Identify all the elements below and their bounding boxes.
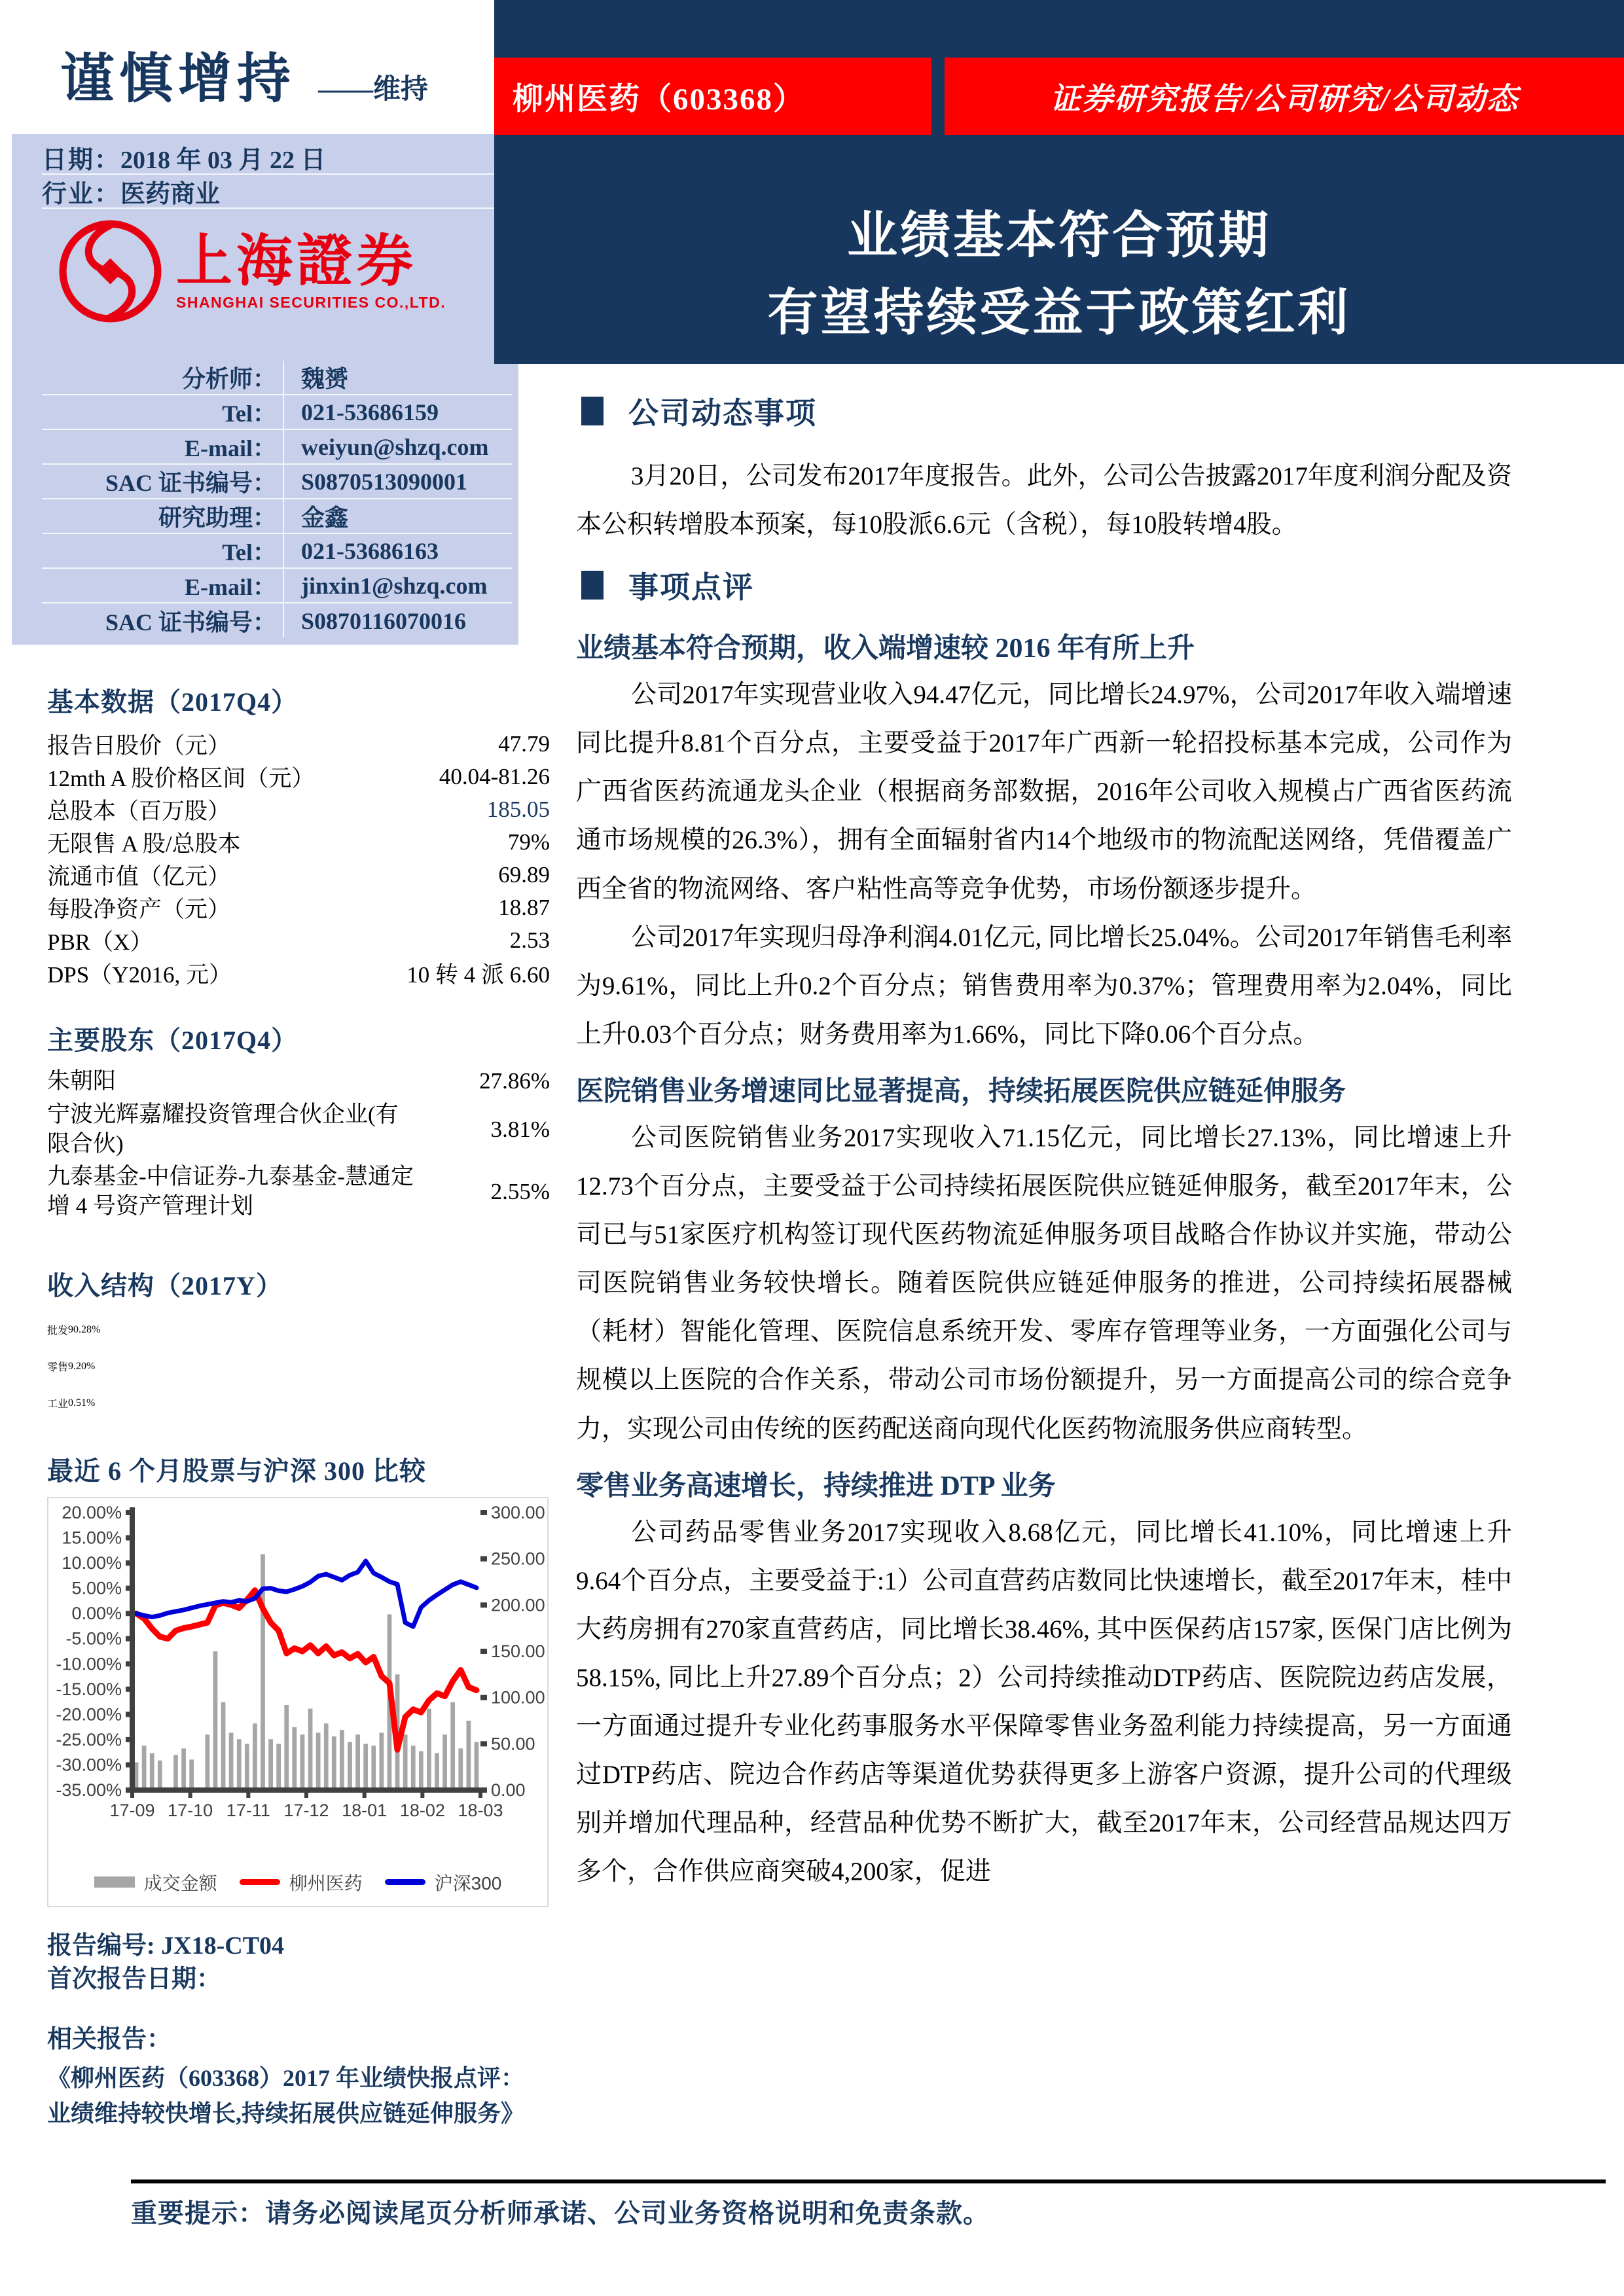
axis-tick-label: -5.00% [65,1628,122,1649]
volume-bar [150,1753,154,1790]
paragraph: 公司2017年实现营业收入94.47亿元，同比增长24.97%，公司2017年收入端增速同比提升8.81个百分点，主要受益于2017年广西新一轮招投标基本完成，公司作为广西省医药流通龙头企业（根据商务部数据，2016年公司收入规模占广西省医药流通市场规模的26.3%），拥有全面辐射省内14个地级市的物流配送网络，凭借覆盖广西全省的物流网络、客户粘性高等竞争优势，市场份额逐步提升。 [576,681,1512,903]
volume-bar [316,1732,321,1790]
contact-value: 021-53686159 [301,399,439,425]
subsection-heading: 业绩基本符合预期，收入端增速较 2016 年有所上升 [576,634,1195,664]
volume-bar [403,1734,408,1790]
table-row: 工业 0.51% [47,1397,96,1410]
volume-bar [158,1761,162,1790]
volume-bar [300,1734,305,1790]
contact-value: S0870116070016 [301,607,467,634]
subsection-heading: 医院销售业务增速同比显著提高，持续拓展医院供应链延伸服务 [576,1076,1346,1107]
volume-bar [221,1702,226,1790]
volume-bar [268,1739,273,1790]
table-row: 报告日股价（元） 47.79 [47,731,550,759]
axis-tick-label: 100.00 [491,1687,545,1708]
date-label: 日期： [42,146,121,174]
axis-tick-label: 250.00 [491,1549,545,1569]
axis-tick-label: -25.00% [56,1729,122,1749]
shareholders-table [47,1065,550,1223]
volume-bar [435,1753,439,1790]
tick-mark [480,1510,487,1515]
contact-row [42,499,512,534]
contact-row [42,603,512,638]
red-band [494,58,1624,135]
volume-bar [340,1730,344,1790]
volume-bar [284,1705,289,1790]
volume-bar [245,1744,249,1790]
tick-mark [480,1602,487,1607]
basic-data-heading: 基本数据（2017Q4） [47,687,298,717]
x-axis [109,1790,503,1820]
rating-status: ——维持 [318,75,429,105]
volume-bar [253,1723,257,1790]
contact-row [42,534,512,569]
table-row: 宁波光辉嘉耀投资管理合伙企业(有限合伙) 3.81% [47,1101,550,1157]
volume-bar [363,1744,368,1790]
paragraph: 公司药品零售业务2017实现收入8.68亿元，同比增长41.10%，同比增速上升9.64个百分点，主要受益于:1）公司直营药店数同比快速增长，截至2017年末，桂中大药房拥有270家直营药店，同比增长38.46%, 其中医保药店157家, 医保门店比例为58.15%, 同比上升27.89个百分点；2）公司持续推动DTP药店、医院院边药店发展，一方面通过提升专业化药事服务水平保障零售业务盈利能力持续提高，另一方面通过DTP药店、院边合作药店等渠道优势获得更多上游客户资源，提升公司的代理级别并增加代理品种，经营品种优势不断扩大，截至2017年末，公司经营品规达四万多个，合作供应商突破4,200家，促进 [576,1518,1512,1886]
axis-tick-label: 10.00% [62,1553,122,1573]
bar-swatch-icon [94,1876,135,1888]
volume-bar [332,1736,336,1790]
axis-tick-label: 0.00 [491,1780,526,1800]
tick-mark [480,1556,487,1562]
left-sidebar [0,645,558,2131]
axis-tick-label: 200.00 [491,1595,545,1615]
volume-bar [173,1755,178,1790]
industry-label: 行业： [42,180,121,208]
related-reports-heading: 相关报告： [47,2025,172,2053]
legend-liuzhou: 柳州医药 [240,1869,363,1895]
table-row: PBR（X） 2.53 [47,927,550,955]
contact-label: 研究助理： [42,499,284,533]
axis-tick-label: 18-03 [458,1800,503,1820]
report-title-line1: 业绩基本符合预期 [847,207,1271,264]
legend-volume: 成交金额 [94,1869,217,1895]
revenue-structure-table [47,1312,550,1422]
basic-data-table [47,728,550,990]
contact-label: 分析师： [42,361,284,394]
volume-bar [450,1702,455,1790]
contact-value: S0870513090001 [301,468,468,495]
shanghai-securities-emblem-icon [56,217,164,325]
revenue-structure-heading: 收入结构（2017Y） [47,1270,283,1300]
report-type: 证券研究报告/公司研究/公司动态 [1049,82,1519,117]
section-company-news [581,389,1512,433]
axis-tick-label: 17-10 [168,1800,213,1820]
rating-grade: 谨慎增持 [60,49,297,109]
logo-chinese-name: 上海證券 [176,230,417,293]
contact-label: SAC 证书编号： [42,465,284,498]
tick-mark [480,1741,487,1746]
liuzhou-line [136,1590,477,1750]
volume-bar [371,1746,376,1790]
tick-mark [480,1649,487,1654]
analyst-contact-table [42,361,512,638]
axis-tick-label: -30.00% [56,1755,122,1775]
contact-value: 魏赟 [301,366,349,392]
axis-tick-label: 17-12 [283,1800,329,1820]
axis-tick-label: 18-01 [342,1800,388,1820]
volume-bar [292,1727,297,1790]
axis-tick-label: 50.00 [491,1734,535,1754]
contact-row [42,430,512,465]
chart-legend [48,1869,547,1906]
contact-row [42,465,512,499]
contact-row [42,361,512,395]
volume-bar [442,1734,447,1790]
header-banner [494,0,1624,364]
volume-bar [142,1746,147,1790]
info-panel [12,134,518,645]
axis-tick-label: 5.00% [71,1578,122,1598]
logo-english-name: SHANGHAI SECURITIES CO.,LTD. [176,293,446,311]
footer [131,2179,1606,2230]
volume-bar [355,1734,360,1790]
table-row: 无限售 A 股/总股本 79% [47,829,550,857]
axis-tick-label: -15.00% [56,1679,122,1699]
red-line-swatch-icon [240,1879,280,1885]
square-bullet-icon [581,397,604,425]
stock-name-cell [494,58,931,135]
volume-bar [475,1742,479,1789]
blue-line-swatch-icon [385,1879,425,1885]
volume-bar [213,1651,218,1790]
axis-tick-label: -20.00% [56,1704,122,1725]
paragraph: 公司2017年实现归母净利润4.01亿元, 同比增长25.04%。公司2017年销售毛利率为9.61%，同比上升0.2个百分点；销售费用率为0.37%；管理费用率为2.04%，同比上升0.03个百分点；财务费用率为1.66%，同比下降0.06个百分点。 [576,923,1512,1049]
table-row: DPS（Y2016, 元） 10 转 4 派 6.60 [47,962,550,988]
industry-row [42,175,512,209]
report-date-row [42,141,512,175]
table-row: 零售 9.20% [47,1360,96,1374]
volume-bar [458,1748,463,1790]
subsection-heading: 零售业务高速增长，持续推进 DTP 业务 [576,1471,1056,1501]
volume-bar [308,1709,313,1790]
axis-tick-label: -10.00% [56,1654,122,1674]
volume-bar [189,1759,194,1790]
contact-label: Tel： [42,534,284,567]
volume-bars [134,1554,479,1790]
shareholders-heading: 主要股东（2017Q4） [47,1026,298,1055]
contact-label: Tel： [42,395,284,429]
volume-bar [411,1746,416,1790]
volume-bar [237,1739,242,1790]
table-row: 12mth A 股价格区间（元） 40.04-81.26 [47,764,550,791]
volume-bar [348,1742,352,1789]
volume-bar [419,1751,424,1790]
stock-comparison-chart [47,1497,549,1907]
price-comparison-chart-canvas [48,1502,547,1869]
axis-tick-label: 17-09 [109,1800,155,1820]
legend-csi300: 沪深300 [385,1869,502,1895]
report-body [576,383,1512,1896]
tick-mark [480,1695,487,1700]
volume-bar [181,1748,186,1790]
report-meta [47,1929,550,2131]
contact-value: jinxin1@shzq.com [301,572,488,599]
contact-label: E-mail： [42,430,284,463]
table-row: 朱朝阳 27.86% [47,1068,550,1094]
chart-heading: 最近 6 个月股票与沪深 300 比较 [47,1456,426,1486]
contact-row [42,569,512,603]
table-row: 流通市值（亿元） 69.89 [47,862,550,889]
square-bullet-icon [581,571,604,600]
volume-bar [324,1723,329,1790]
section-title: 事项点评 [628,571,754,605]
report-type-cell [945,58,1624,135]
industry-value: 医药商业 [120,180,221,208]
contact-label: SAC 证书编号： [42,604,284,637]
table-row: 九泰基金-中信证券-九泰基金-慧通定增 4 号资产管理计划 2.55% [47,1164,550,1219]
report-title-line2: 有望持续受益于政策红利 [767,285,1351,341]
volume-bar [466,1721,471,1790]
axis-tick-label: 0.00% [71,1604,122,1624]
contact-value: 金鑫 [301,505,349,531]
company-logo [42,209,512,332]
related-report-item: 《柳州医药（603368）2017 年业绩快报点评：业绩维持较快增长,持续拓展供应链延伸服务》 [47,2064,525,2126]
volume-bar [205,1734,209,1790]
left-axis [56,1503,132,1800]
table-row: 批发 90.28% [47,1323,101,1337]
paragraph: 3月20日，公司发布2017年度报告。此外，公司公告披露2017年度利润分配及资本公积转增股本预案，每10股派6.6元（含税），每10股转增4股。 [576,462,1512,539]
volume-bar [379,1732,384,1790]
paragraph: 公司医院销售业务2017实现收入71.15亿元，同比增长27.13%，同比增速上升12.73个百分点，主要受益于公司持续拓展医院供应链延伸服务，截至2017年末，公司已与51家医疗机构签订现代医药物流延伸服务项目战略合作协议并实施，带动公司医院销售业务较快增长。随着医院供应链延伸服务的推进，公司持续拓展器械（耗材）智能化管理、医院信息系统开发、零库存管理等业务，一方面强化公司与规模以上医院的合作关系，带动公司市场份额提升，另一方面提高公司的综合竞争力，实现公司由传统的医药配送商向现代化医药物流服务供应商转型。 [576,1123,1512,1443]
axis-tick-label: 17-11 [226,1800,270,1820]
stock-name: 柳州医药（603368） [513,82,805,117]
volume-bar [276,1744,281,1790]
volume-bar [229,1732,234,1790]
table-row: 每股净资产（元） 18.87 [47,895,550,922]
contact-value: 021-53686163 [301,537,439,564]
right-axis [480,1503,545,1800]
table-row: 总股本（百万股） 185.05 [47,797,550,824]
rating-area [0,0,494,134]
date-value: 2018 年 03 月 22 日 [120,146,326,174]
contact-label: E-mail： [42,569,284,602]
volume-bar [427,1709,431,1790]
report-number: 报告编号: JX18-CT04 [47,1931,285,1960]
contact-row [42,395,512,430]
axis-tick-label: 20.00% [62,1502,122,1522]
first-report-date: 首次报告日期： [47,1965,222,1994]
axis-tick-label: 150.00 [491,1641,545,1661]
contact-value: weiyun@shzq.com [301,433,489,460]
axis-tick-label: -35.00% [56,1780,122,1800]
footer-disclaimer: 重要提示：请务必阅读尾页分析师承诺、公司业务资格说明和免责条款。 [131,2198,990,2228]
section-comments [581,564,1512,607]
axis-tick-label: 15.00% [62,1528,122,1548]
axis-tick-label: 18-02 [399,1800,445,1820]
section-title: 公司动态事项 [628,397,817,430]
axis-tick-label: 300.00 [491,1502,545,1522]
csi300-line [136,1561,477,1626]
